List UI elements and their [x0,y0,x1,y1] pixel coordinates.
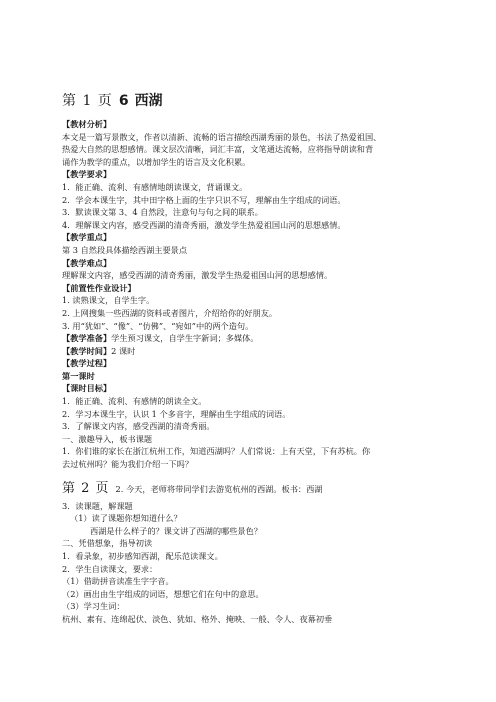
paragraph-line: 2. 今天，老师将带同学们去游览杭州的西湖。板书：西湖 [115,483,323,494]
section-heading: 【教学要求】 [62,169,112,180]
page-break-row [62,477,462,496]
list-item: 去过杭州吗？能为我们介绍一下吗？ [62,459,194,470]
list-item: 西湖是什么样子的？课文讲了西湖的哪些景色？ [90,525,262,536]
section-heading: 【教学准备】 [62,333,112,344]
paragraph-line: 诵作为教学的重点，以增加学生的语言及文化积累。 [62,156,251,167]
list-item: （3）学习生词： [62,601,125,612]
section-heading: 【前置性作业设计】 [62,282,136,293]
section-heading: 【教材分析】 [62,119,112,129]
list-item: 2．学生自读课文，要求： [62,563,158,574]
list-item: 4．理解课文内容，感受西湖的清奇秀丽，激发学生热爱祖国山河的思想感情。 [62,219,346,230]
document-page [62,90,462,626]
section-heading: 【教学时间】 [62,345,112,356]
list-item: 1．能正确、流利、有感情的朗读全文。 [62,396,207,407]
paragraph-line: 理解课文内容，感受西湖的清奇秀丽，激发学生热爱祖国山河的思想感情。 [62,270,333,281]
paragraph-line: 本文是一篇写景散文，作者以清新、流畅的语言描绘西湖秀丽的景色，书法了热爱祖国、 [62,131,382,142]
list-item: 2．学会本课生字，其中田字格上面的生字只识不写，理解由生字组成的词语。 [62,194,346,205]
subsection-heading: 第一课时 [62,370,95,381]
page-label: 第 1 页 [62,93,113,109]
list-item: 1．看录象，初步感知西湖，配乐范读课文。 [62,551,223,561]
list-item: 1. 读熟课文，自学生字。 [62,295,155,306]
inline-section [62,345,462,358]
list-item: 3. 用“犹如”、“像”、“仿佛”、“宛如”中的两个造句。 [62,320,254,331]
section-heading: 【教学重点】 [62,232,112,243]
list-item: 3．读课题，解课题 [62,500,133,511]
list-item: 2. 上网搜集一些西湖的资料或者图片，介绍给你的好朋友。 [62,307,278,318]
list-item: 一、激趣导入，板书课题 [62,433,153,444]
list-item: 1．能正确、流利、有感情地朗读课文，背诵课文。 [62,181,248,192]
list-item: （1）读了课题你想知道什么？ [70,513,182,524]
list-item: 3．了解课文内容，感受西湖的清奇秀丽。 [62,421,215,432]
list-item: 3．默读课文第 3、4 自然段，注意句与句之间的联系。 [62,207,263,218]
list-item: 1．你们谁的家长在浙江杭州工作，知道西湖吗？人们常说：上有天堂，下有苏杭。你 [62,446,371,457]
section-heading: 【课时目标】 [62,383,112,394]
section-text: 学生预习课文，自学生字新词；多媒体。 [111,333,259,344]
list-item: （1）借助拼音读准生字字音。 [62,576,174,587]
section-heading: 【教学难点】 [62,257,112,268]
section-text: 2 课时 [111,345,136,356]
lesson-title: 西湖 [134,93,163,109]
list-item: 二、凭借想象，指导初读 [62,538,153,549]
list-item: 杭州、素有、连绵起伏、淡色、犹如、格外、掩映、一般、令人、夜幕初垂 [62,613,333,624]
page-label: 第 2 页 [62,480,110,496]
paragraph-line: 第 3 自然段具体描绘西湖主要景点 [62,244,188,255]
paragraph-line: 热爱大自然的思想感情。课文层次清晰，词汇丰富，文笔通达流畅，应将指导朗读和背 [62,144,374,155]
list-item: （2）画出由生字组成的词语，想想它们在句中的意思。 [62,588,264,599]
inline-section [62,332,462,345]
section-heading: 【教学过程】 [62,358,112,369]
list-item: 2．学习本课生字，认识 1 个多音字，理解由生字组成的词语。 [62,408,291,419]
lesson-number: 6 [118,93,129,109]
page-title-row [62,90,462,110]
